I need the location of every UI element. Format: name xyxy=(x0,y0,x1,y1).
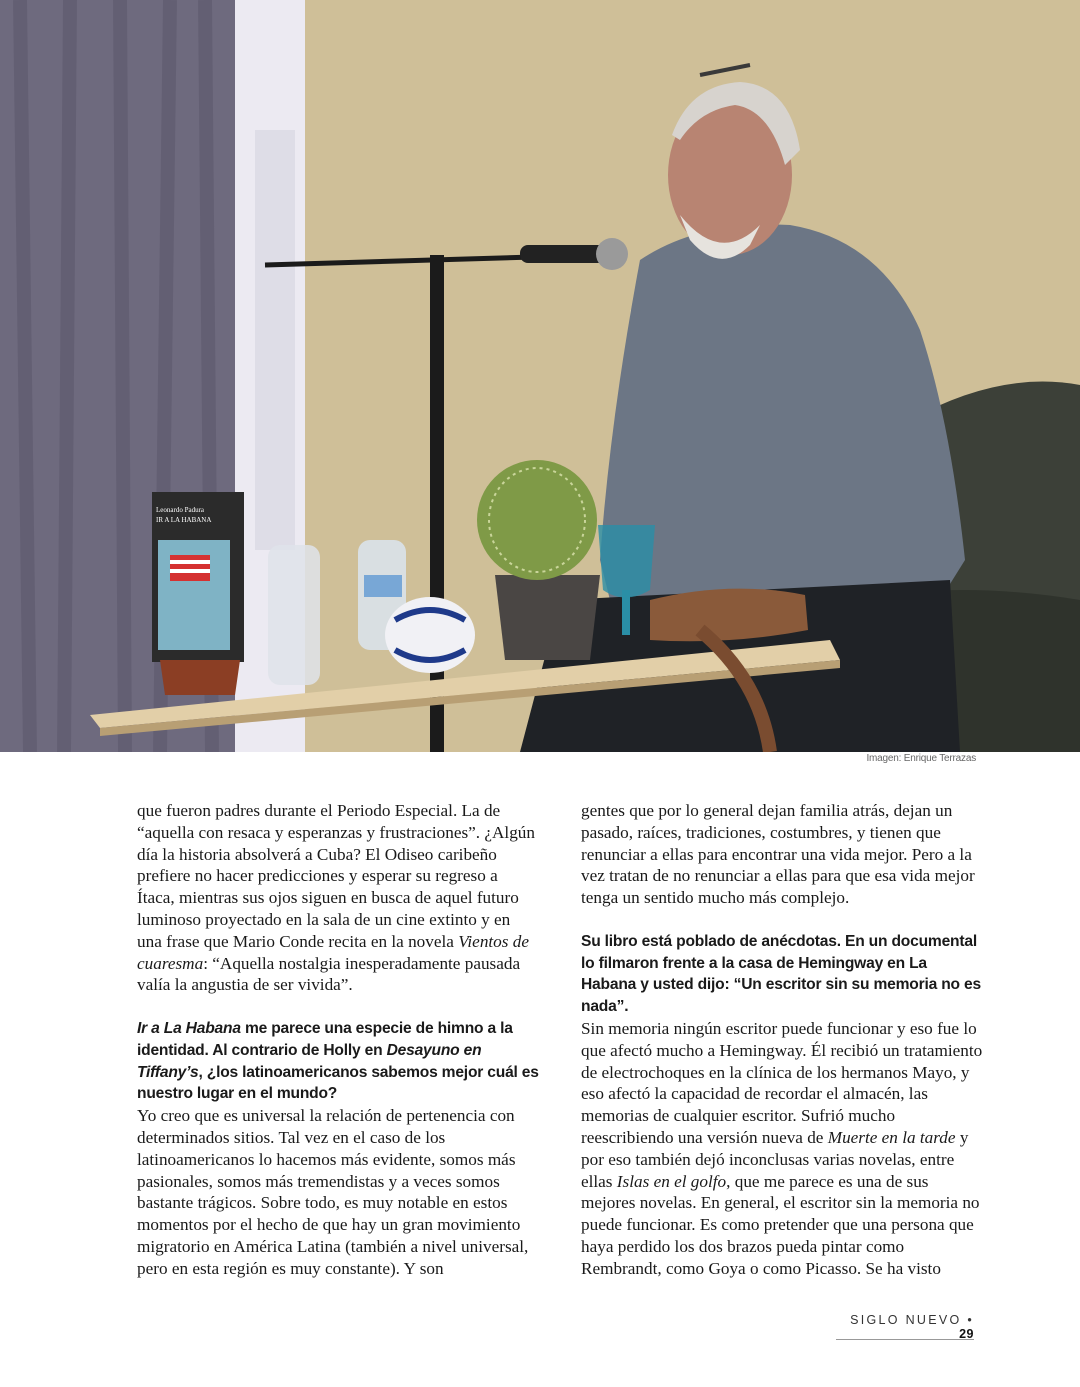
body-paragraph: gentes que por lo general dejan familia atrás, dejan un pasado, raíces, tradiciones, costumbres, y tienen que renunciar a ellas para encontrar una vida mejor. Pero a la vez tratan de no renunciar a ellas para que esa vida mejor tenga un sentido mucho más complejo. xyxy=(581,801,975,908)
novel-title: Vientos de cuaresma xyxy=(137,931,529,973)
novel-title: Islas en el golfo xyxy=(616,1171,727,1191)
water-bottle xyxy=(268,545,320,685)
footer-separator: • xyxy=(961,1313,974,1327)
photo-credit: Imagen: Enrique Terrazas xyxy=(866,753,976,764)
interview-question: Su libro está poblado de anécdotas. En un documental lo filmaron frente a la casa de Hemingway en La Habana y usted dijo: “Un escritor sin su memoria no es nada”. xyxy=(581,932,981,1016)
book-title-text: IR A LA HABANA xyxy=(156,516,212,524)
interview-question: Ir a La Habana me parece una especie de himno a la identidad. Al contrario de Holly en Desayuno en Tiffany’s, ¿los latinoamericanos sabemos mejor cuál es nuestro lugar en el mundo? xyxy=(137,1019,539,1103)
leather-bag xyxy=(650,589,808,642)
glass xyxy=(598,525,655,598)
magazine-name: SIGLO NUEVO xyxy=(850,1313,962,1327)
body-paragraph: Sin memoria ningún escritor puede funcionar y eso fue lo que afectó mucho a Hemingway. Él recibió un tratamiento de electrochoques en la clínica de los hermanos Mayo, y eso afectó la capacidad de recordar el almacén, las memorias de cualquier escritor. Sufrió mucho reescribiendo una versión nueva de Muerte en la tarde y por eso también dejó inconclusas varias novelas, entre ellas Islas en el golfo, que me parece es una de sus mejores novelas. En general, el escritor sin la memoria no puede funcionar. Es como pretender que una persona que haya perdido los dos brazos pueda pintar como Rembrandt, como Goya o como Picasso. Se ha visto xyxy=(581,1018,983,1278)
body-paragraph: que fueron padres durante el Periodo Especial. La de “aquella con resaca y esperanzas y frustraciones”. ¿Algún día la historia absolverá a Cuba? El Odiseo caribeño prefiere no hacer predicciones y esperar su regreso a Ítaca, mientras sus ojos siguen en busca de aquel futuro luminoso proyectado en la sala de un cine extinto y en una frase que Mario Conde recita en la novela Vientos de cuaresma: “Aquella nostalgia inesperadamente pausada valía la angustia de ser vivida”. xyxy=(137,801,535,995)
plant-pot xyxy=(495,575,600,660)
mic-stand xyxy=(430,255,444,752)
right-column xyxy=(581,800,983,1280)
cactus xyxy=(477,460,597,580)
microphone xyxy=(596,238,628,270)
page-footer xyxy=(836,1313,974,1340)
book-author-text: Leonardo Padura xyxy=(156,506,205,514)
body-paragraph: Yo creo que es universal la relación de pertenencia con determinados sitios. Tal vez en el caso de los latinoamericanos lo hacemos más evidente, somos más pasionales, somos más tremendistas y a veces somos bastante trágicos. Sobre todo, es muy notable en estos momentos por el hecho de que hay un gran movimiento migratorio en América Latina (también a nivel universal, pero en esta región es muy constante). Y son xyxy=(137,1106,529,1278)
book-holder xyxy=(160,660,240,695)
page-number: 29 xyxy=(959,1327,974,1341)
left-column xyxy=(137,800,539,1280)
novel-title: Muerte en la tarde xyxy=(827,1127,956,1147)
